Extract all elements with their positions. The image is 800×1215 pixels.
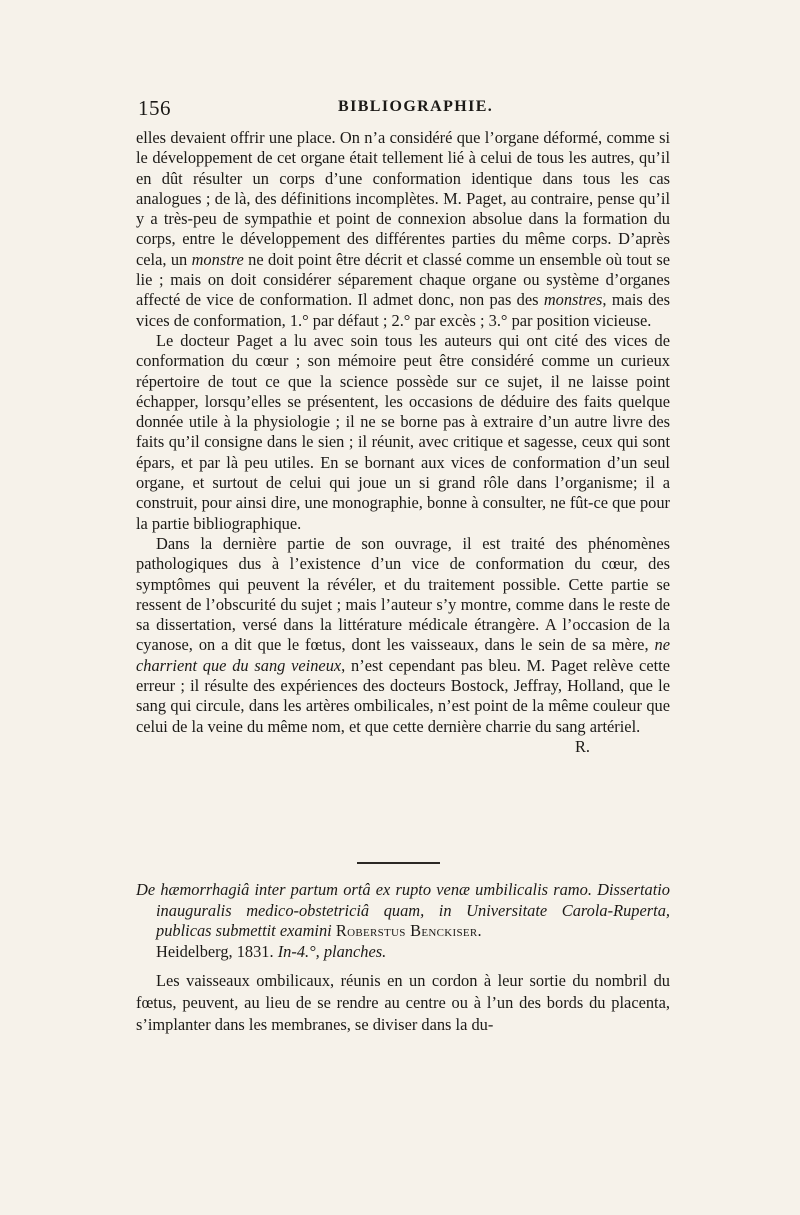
reviewer-signature: R.: [574, 736, 590, 756]
paragraph-1-emphasis-monstre: monstre: [191, 249, 244, 269]
paragraph-1-text-a: elles devaient offrir une place. On n’a considéré que l’organe déformé, comme si le développement de cet organe était tellement lié à celui de tous les autres, qu’il en dût résulter un corps d’une conformation identique dans tous les cas analogues ; de là, des définitions incomplètes. M. Paget, au contraire, pense qu’il y a très-peu de sympathie et point de connexion absolue dans la formation du corps, entre le développement des différentes parties du même corps. D’après cela, un: [136, 128, 670, 269]
paragraph-1-text-c: , mais des vices de conformation, 1.° par défaut ; 2.° par excès ; 3.° par position vicieuse.: [136, 290, 670, 330]
paragraph-1-text-b: ne doit point être décrit et classé comme un ensemble où tout se lie ; mais on doit considérer séparement chaque organe ou système d’organes affecté de vice de conformation. Il admet donc, non pas des: [136, 249, 671, 310]
review-paragraph-1: Les vaisseaux ombilicaux, réunis en un cordon à leur sortie du nombril du fœtus, peuvent, au lieu de se rendre au centre ou à l’un des bords du placenta, s’implanter dans les membranes, se diviser dans la du-: [136, 971, 670, 1034]
paragraph-2: Le docteur Paget a lu avec soin tous les auteurs qui ont cité des vices de conformation du cœur ; son mémoire peut être considéré comme un curieux répertoire de tout ce que la science possède sur ce sujet, il ne laisse point échapper, lorsqu’elles se présentent, les occasions de déduire des faits quelque donnée utile à la physiologie ; il ne se borne pas à extraire d’un autre livre des faits qu’il consigne dans le sien ; il réunit, avec critique et sagesse, ceux qui sont épars, et par là peu utiles. En se bornant aux vices de conformation d’un seul organe, et surtout de celui qui joue un si grand rôle dans l’organisme; il a construit, pour ainsi dire, une monographie, bonne à consulter, ne fût-ce que pour la partie bibliographique.: [136, 330, 670, 533]
paragraph-3-text-a: Dans la dernière partie de son ouvrage, il est traité des phénomènes pathologiques dus à l’existence d’un vice de conformation du cœur, des symptômes qui peuvent la révéler, et du traitement possible. Cette partie se ressent de l’obscurité du sujet ; mais l’auteur s’y montre, comme dans le reste de sa dissertation, versé dans la littérature médicale étrangère. A l’occasion de la cyanose, on a dit que le fœtus, dont les vaisseaux, dans le sein de sa mère,: [136, 533, 670, 655]
paragraph-3-text-b: , n’est cependant pas bleu. M. Paget relève cette erreur ; il résulte des expériences des docteurs Bostock, Jeffray, Holland, que le sang qui circule, dans les artères ombilicales, n’est point de la même couleur que celui de la veine du même nom, et que cette dernière charrie du sang artériel.: [136, 655, 670, 736]
citation-format: In-4.°, planches.: [277, 941, 387, 961]
citation-title: De hæmorrhagiâ inter partum ortâ ex rupto venæ umbilicalis ramo. Dissertatio inauguralis medico-obstetriciâ quam, in Universitate Carola-Ruperta, publicas submettit examini: [136, 880, 670, 940]
signature-line: [136, 737, 670, 757]
review-body: [136, 970, 670, 1036]
paragraph-1-emphasis-monstres: monstres: [543, 290, 603, 310]
page-number: 156: [138, 96, 171, 120]
page-header: [138, 96, 668, 120]
citation-author: Roberstus Benckiser.: [335, 921, 482, 940]
running-head: BIBLIOGRAPHIE.: [338, 98, 494, 115]
article-body: [136, 128, 670, 757]
paragraph-3: [136, 534, 670, 737]
paragraph-1: [136, 128, 670, 331]
bibliographic-citation: [136, 880, 670, 962]
citation-imprint: Heidelberg, 1831.: [156, 941, 278, 961]
section-divider: [357, 862, 440, 864]
paragraph-3-emphasis: ne charrient que du sang veineux: [136, 635, 670, 675]
